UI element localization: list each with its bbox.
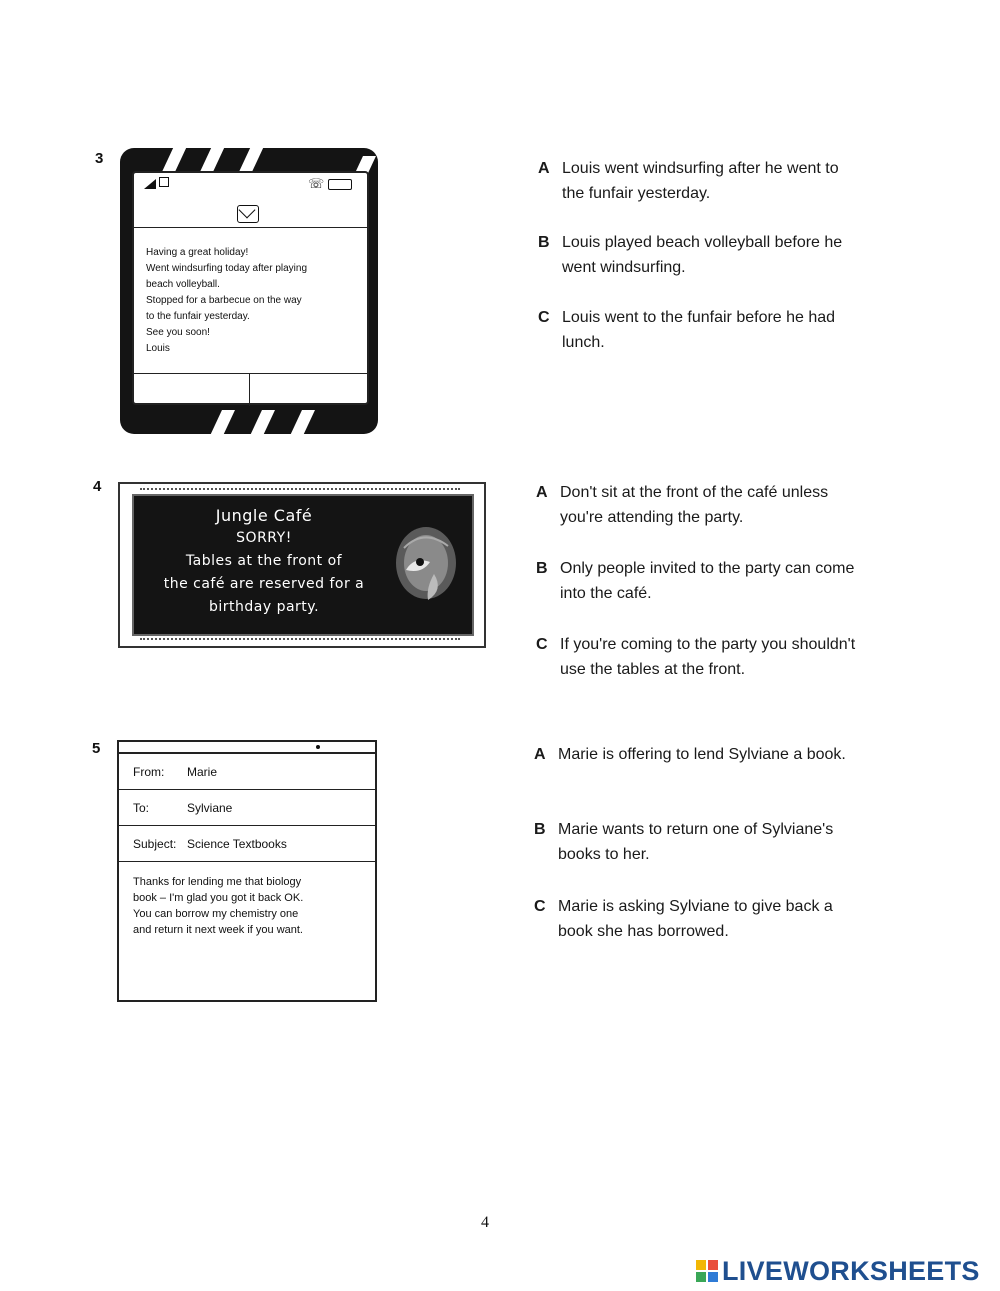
sign-line: birthday party. bbox=[208, 599, 320, 615]
option-text: Marie is offering to lend Sylviane a book. bbox=[558, 746, 846, 763]
signal-icon bbox=[144, 179, 156, 189]
message-line: Stopped for a barbecue on the way bbox=[146, 295, 302, 306]
question-number-3: 3 bbox=[95, 150, 104, 167]
question-number-5: 5 bbox=[92, 740, 101, 757]
option-letter: A bbox=[534, 746, 546, 763]
option-letter: B bbox=[534, 821, 546, 838]
option-letter: C bbox=[536, 636, 548, 653]
option-letter: C bbox=[538, 309, 550, 326]
phone-soft-key-right bbox=[251, 374, 365, 406]
sign-board bbox=[132, 494, 474, 636]
question-5-option-c[interactable] bbox=[534, 894, 854, 944]
sign-line: Jungle Café bbox=[215, 506, 313, 525]
subject-label: Subject: bbox=[133, 837, 177, 851]
sign-text bbox=[134, 504, 394, 619]
option-text: Don't sit at the front of the café unless you're attending the party. bbox=[560, 484, 829, 526]
question-5-option-b[interactable] bbox=[534, 817, 854, 867]
phone-screen bbox=[132, 171, 369, 405]
logo-text: LIVEWORKSHEETS bbox=[722, 1256, 980, 1286]
email-body-line: Thanks for lending me that biology bbox=[133, 876, 302, 888]
message-line: beach volleyball. bbox=[146, 279, 220, 290]
option-letter: B bbox=[538, 234, 550, 251]
message-indicator-icon bbox=[159, 177, 169, 187]
liveworksheets-logo[interactable] bbox=[696, 1256, 992, 1286]
email-body-line: You can borrow my chemistry one bbox=[133, 908, 299, 920]
option-text: Marie is asking Sylviane to give back a book she has borrowed. bbox=[558, 898, 833, 940]
email-body-line: and return it next week if you want. bbox=[133, 924, 303, 936]
email-illustration bbox=[117, 740, 377, 1002]
phone-status-bar bbox=[134, 173, 367, 197]
parrot-icon bbox=[384, 518, 464, 608]
phone-icon: ☏ bbox=[308, 176, 325, 191]
option-text: If you're coming to the party you shouldn't use the tables at the front. bbox=[560, 636, 856, 678]
question-4-option-c[interactable] bbox=[536, 632, 856, 682]
sign-line: Tables at the front of bbox=[185, 553, 343, 569]
from-label: From: bbox=[133, 765, 165, 779]
message-line: to the funfair yesterday. bbox=[146, 311, 250, 322]
subject-value: Science Textbooks bbox=[187, 837, 287, 851]
message-line: See you soon! bbox=[146, 327, 210, 338]
logo-blocks-icon bbox=[696, 1260, 718, 1282]
to-label: To: bbox=[133, 801, 150, 815]
option-text: Louis went to the funfair before he had lunch. bbox=[562, 309, 836, 351]
phone-message-illustration bbox=[120, 148, 378, 434]
envelope-icon bbox=[237, 205, 259, 223]
question-4-option-b[interactable] bbox=[536, 556, 856, 606]
from-value: Marie bbox=[187, 765, 218, 779]
question-4-option-a[interactable] bbox=[536, 480, 856, 530]
option-letter: B bbox=[536, 560, 548, 577]
email-from-row bbox=[119, 754, 375, 790]
text-message bbox=[146, 245, 356, 357]
message-line: Having a great holiday! bbox=[146, 247, 249, 258]
sign-line: the café are reserved for a bbox=[163, 576, 365, 592]
phone-soft-key-left bbox=[134, 374, 250, 406]
email-subject-row bbox=[119, 826, 375, 862]
question-3-option-a[interactable] bbox=[538, 156, 858, 206]
email-body-line: book – I'm glad you got it back OK. bbox=[133, 892, 304, 904]
option-text: Only people invited to the party can come into the café. bbox=[560, 560, 855, 602]
question-number-4: 4 bbox=[93, 478, 102, 495]
email-to-row bbox=[119, 790, 375, 826]
page-number: 4 bbox=[481, 1214, 489, 1231]
option-letter: A bbox=[536, 484, 548, 501]
question-3-option-b[interactable] bbox=[538, 230, 858, 280]
option-text: Louis went windsurfing after he went to the funfair yesterday. bbox=[562, 160, 839, 202]
option-text: Louis played beach volleyball before he went windsurfing. bbox=[562, 234, 843, 276]
message-line: Went windsurfing today after playing bbox=[146, 263, 308, 274]
phone-soft-keys bbox=[134, 373, 367, 406]
battery-icon bbox=[328, 179, 352, 190]
sign-line: SORRY! bbox=[236, 530, 292, 546]
message-line: Louis bbox=[146, 343, 170, 354]
question-3-option-c[interactable] bbox=[538, 305, 858, 355]
option-letter: A bbox=[538, 160, 550, 177]
option-text: Marie wants to return one of Sylviane's books to her. bbox=[558, 821, 834, 863]
question-5-option-a[interactable] bbox=[534, 742, 854, 767]
option-letter: C bbox=[534, 898, 546, 915]
to-value: Sylviane bbox=[187, 801, 233, 815]
email-body bbox=[133, 874, 363, 938]
cafe-sign-illustration bbox=[118, 482, 486, 648]
